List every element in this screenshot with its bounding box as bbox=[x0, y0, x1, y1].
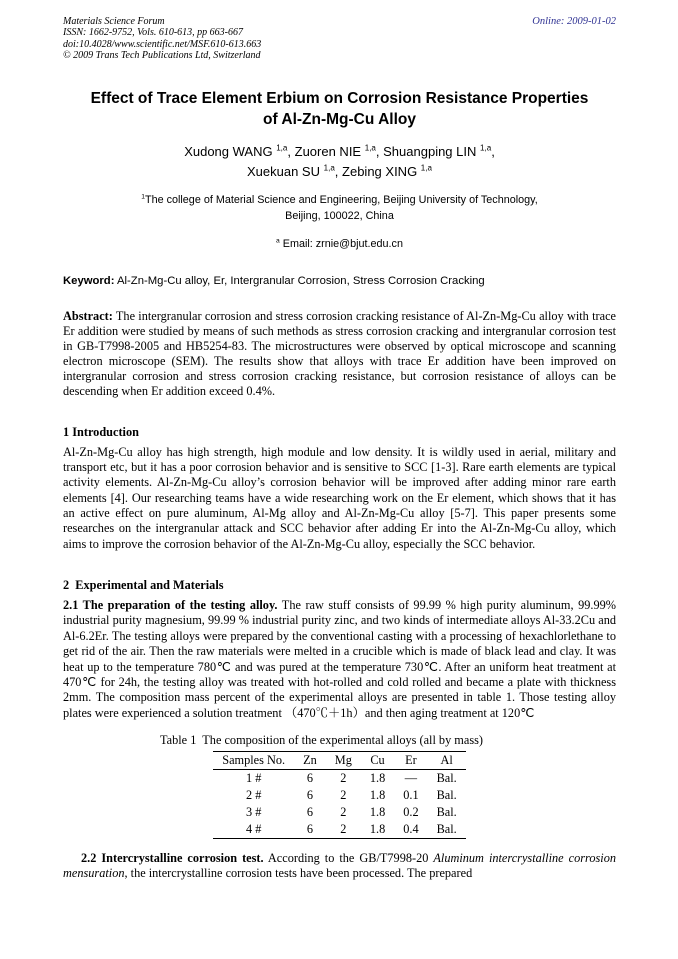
keywords-label: Keyword: bbox=[63, 274, 115, 287]
author-separator: , bbox=[375, 144, 384, 159]
issn-line: ISSN: 1662-9752, Vols. 610-613, pp 663-667 bbox=[63, 27, 243, 39]
author bbox=[247, 164, 342, 179]
authors-line-2 bbox=[63, 162, 616, 182]
journal-name: Materials Science Forum bbox=[63, 16, 165, 27]
table-cell: 2 bbox=[340, 804, 347, 819]
col-header-al: Al bbox=[428, 751, 466, 769]
author-separator: , bbox=[491, 144, 495, 159]
author-name: Zebing XING bbox=[342, 164, 421, 180]
col-header-mg: Mg bbox=[326, 751, 361, 769]
table-cell: 3 # bbox=[245, 804, 262, 819]
author-name: Xuekuan SU bbox=[247, 164, 324, 180]
author-separator: , bbox=[287, 144, 295, 159]
table-cell: 6 bbox=[306, 770, 313, 785]
section-2-heading: 2 Experimental and Materials bbox=[63, 578, 224, 593]
author-affil-sup: 1,a bbox=[420, 163, 432, 173]
table-header-row bbox=[213, 751, 466, 769]
author bbox=[184, 144, 294, 159]
author-affil-sup: 1,a bbox=[276, 143, 288, 153]
table-cell: 1.8 bbox=[369, 804, 386, 819]
title-line-1: Effect of Trace Element Erbium on Corrosion Resistance Properties bbox=[90, 89, 589, 107]
section-2-1-text: The raw stuff consists of 99.99 % high purity aluminum, 99.99% industrial purity magnesium, 99.99 % industrial purity zinc, and two kinds of intermediate alloys Al-33.2Cu and Al-6.2Er. The testing alloys were prepared by the conventional casting with a processing of hexachlorlethane to get rid of the air. Then the raw materials were melted in a crucible which is made of black lead and clay. It was heat up to the temperature 780℃ and was pured at the temperature 730℃. After an uniform heat treatment at 470℃ for 24h, the testing alloy was treated with hot-rolled and cold rolled and became a plate with thickness 2mm. The composition mass percent of the experimental alloys are presented in table 1. Those testing alloy plates were experienced a solution treatment （470℃＋1h）and then aging treatment at 120℃ bbox=[63, 598, 616, 720]
email-text: Email: zrnie@bjut.edu.cn bbox=[279, 237, 403, 250]
table-cell: 6 bbox=[294, 821, 326, 839]
composition-table bbox=[213, 751, 466, 839]
author-affil-sup: 1,a bbox=[323, 163, 335, 173]
table-row bbox=[213, 769, 466, 787]
section-1-heading: 1 Introduction bbox=[63, 424, 139, 439]
col-header-zn: Zn bbox=[294, 751, 326, 769]
section-2-2-text-1: According to the GB/T7998-20 bbox=[263, 850, 434, 865]
table-cell: 4 # bbox=[213, 821, 294, 839]
table-cell: Bal. bbox=[436, 804, 457, 819]
keywords-text: Al-Zn-Mg-Cu alloy, Er, Intergranular Corrosion, Stress Corrosion Cracking bbox=[114, 274, 485, 287]
table-cell: Bal. bbox=[436, 770, 457, 785]
table-cell: 0.4 bbox=[394, 821, 427, 839]
section-2-2-text-2: , the intercrystalline corrosion tests have been processed. The prepared bbox=[124, 866, 473, 881]
author bbox=[342, 164, 432, 179]
col-header-samples: Samples No. bbox=[213, 751, 294, 769]
section-2-2-italic: Aluminum intercrystalline corrosion mensuration bbox=[63, 850, 616, 881]
affiliation bbox=[63, 193, 616, 224]
author bbox=[383, 144, 495, 159]
affiliation-line-2: Beijing, 100022, China bbox=[285, 209, 394, 222]
abstract-paragraph bbox=[63, 309, 616, 399]
paper-title bbox=[63, 88, 616, 131]
author-affil-sup: 1,a bbox=[480, 143, 492, 153]
table-cell: Bal. bbox=[436, 787, 457, 802]
table-row bbox=[213, 821, 466, 839]
table-row bbox=[213, 787, 466, 804]
affiliation-line-1: The college of Material Science and Engineering, Beijing University of Technology, bbox=[145, 194, 538, 207]
table-cell: 1 # bbox=[245, 770, 262, 785]
email-sup: a bbox=[276, 236, 280, 244]
page-header bbox=[63, 16, 616, 62]
section-2-2-lead: 2.2 Intercrystalline corrosion test. bbox=[81, 850, 264, 865]
author-name: Xudong WANG bbox=[184, 144, 277, 159]
table-cell: 2 bbox=[340, 787, 347, 802]
table-cell: 0.1 bbox=[403, 787, 419, 802]
title-line-2: of Al-Zn-Mg-Cu Alloy bbox=[263, 111, 416, 129]
authors-block bbox=[63, 142, 616, 182]
keywords-line bbox=[63, 275, 616, 287]
section-2-2-paragraph bbox=[63, 851, 616, 882]
copyright-line: © 2009 Trans Tech Publications Ltd, Switzerland bbox=[63, 50, 261, 62]
col-header-cu: Cu bbox=[361, 751, 394, 769]
col-header-er: Er bbox=[394, 751, 427, 769]
table-cell: 2 # bbox=[245, 787, 262, 802]
table-cell: Bal. bbox=[428, 821, 466, 839]
table-cell: — bbox=[404, 770, 418, 785]
affiliation-sup: 1 bbox=[141, 193, 145, 201]
section-2-1-paragraph bbox=[63, 598, 616, 721]
authors-line-1 bbox=[63, 142, 616, 162]
online-date: Online: 2009-01-02 bbox=[532, 16, 616, 27]
abstract-label: Abstract: bbox=[63, 308, 113, 323]
table-cell: 1.8 bbox=[369, 787, 386, 802]
email-line bbox=[63, 238, 616, 250]
section-2-1-lead: 2.1 The preparation of the testing alloy. bbox=[63, 598, 278, 613]
author-affil-sup: 1,a bbox=[364, 143, 376, 153]
author-name: Shuangping LIN bbox=[383, 144, 480, 159]
abstract-text: The intergranular corrosion and stress corrosion cracking resistance of Al-Zn-Mg-Cu alloy with trace Er addition were studied by means of such methods as stress corrosion cracking and intergranular corrosion test in GB-T7998-2005 and HB5254-83. The microstructures were observed by optical microscope and scanning electron microscope (SEM). The results show that alloys with trace Er addition have been improved on intergranular corrosion and stress corrosion cracking resistance, but corrosion resistance of alloys can be descending when Er addition exceed 0.4%. bbox=[63, 308, 616, 398]
section-1-paragraph: Al-Zn-Mg-Cu alloy has high strength, high module and low density. It is wildly used in aerial, military and transport etc, but it has a poor corrosion behavior and is sensitive to SCC [1-3]. Rare earth elements are typical activity elements. Al-Zn-Mg-Cu alloy’s corrosion behavior will be improved after adding minor rare earth elements [4]. Our researching teams have a wide researching work on the Er element, which shows that it has an active effect on pure aluminum, Al-Mg alloy and Al-Zn-Mg-Cu alloy [5-7]. This paper presents some researches on the intergranular attack and SCC behavior after adding Er into the Al-Zn-Mg-Cu alloy, which aims to improve the corrosion behavior of the Al-Zn-Mg-Cu alloy, especially the SCC behavior. bbox=[63, 444, 616, 551]
table-caption: Table 1 The composition of the experimental alloys (all by mass) bbox=[160, 732, 483, 747]
table-cell: 1.8 bbox=[369, 770, 386, 785]
table-cell: 0.2 bbox=[403, 804, 419, 819]
table-cell: 2 bbox=[326, 821, 361, 839]
table-cell: 2 bbox=[340, 770, 347, 785]
author-separator: , bbox=[334, 164, 343, 180]
publication-info bbox=[63, 16, 261, 62]
table-cell: 1.8 bbox=[361, 821, 394, 839]
table-cell: 6 bbox=[306, 804, 313, 819]
table-row bbox=[213, 804, 466, 821]
author-name: Zuoren NIE bbox=[294, 144, 365, 159]
doi-line: doi:10.4028/www.scientific.net/MSF.610-613.663 bbox=[63, 38, 262, 50]
table-cell: 6 bbox=[306, 787, 313, 802]
author bbox=[295, 144, 384, 159]
